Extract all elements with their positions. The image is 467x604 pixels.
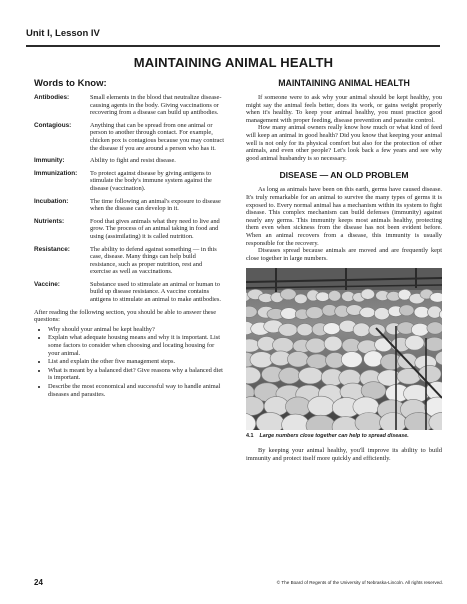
sheep-shape xyxy=(287,352,308,368)
sheep-shape xyxy=(324,336,342,351)
sheep-shape xyxy=(273,338,294,353)
unit-lesson-label: Unit I, Lesson IV xyxy=(26,28,100,39)
sheep-shape xyxy=(297,324,313,336)
caption-text: Large numbers close together can help to spread disease. xyxy=(259,433,409,440)
sheep-shape xyxy=(328,291,340,302)
sheep-shape xyxy=(418,366,441,383)
definition-row xyxy=(34,94,224,117)
definition-term: Immunity: xyxy=(34,157,65,165)
sheep-shape xyxy=(399,305,414,316)
definition-term: Immunization: xyxy=(34,169,78,177)
words-heading: Words to Know: xyxy=(34,78,107,89)
sheep-shape xyxy=(250,352,273,368)
definition-term: Incubation: xyxy=(34,197,69,205)
definitions-list xyxy=(34,94,224,304)
definition-text: To protect against disease by giving antigens to stimulate the body's immune system against the disease (vaccination). xyxy=(90,169,212,192)
article-paragraph: By keeping your animal healthy, you'll improve its ability to build immunity and protect itself more quickly and efficiently. xyxy=(246,447,442,462)
questions-intro: After reading the following section, you should be able to answer these questions: xyxy=(34,308,217,324)
sheep-shape xyxy=(411,324,428,337)
definition-text: Small elements in the blood that neutralize disease-causing agents in the body. Giving vaccinations or recovering from a disease can build up antibodies. xyxy=(90,94,222,117)
definition-term: Contagious: xyxy=(34,121,72,129)
sheep-shape xyxy=(364,351,383,367)
definition-row xyxy=(34,246,224,276)
sheep-shape xyxy=(355,413,383,431)
sheep-shape xyxy=(298,368,322,385)
definition-row xyxy=(34,198,224,213)
sheep-shape xyxy=(414,307,429,318)
sheep-shape xyxy=(279,368,300,384)
sheep-shape xyxy=(306,307,323,319)
sheep-shape xyxy=(294,294,307,304)
definition-text: Anything that can be spread from one animal or person to another through contact. For example, chicken pox is contagious because you may contract the disease if you are around a person who has it. xyxy=(90,121,224,152)
definition-text: Ability to fight and resist disease. xyxy=(90,157,176,165)
sheep-shape xyxy=(353,323,370,337)
sheep-shape xyxy=(380,413,407,431)
sheep-shape xyxy=(280,289,296,300)
sheep-shape xyxy=(308,396,335,416)
sheep-shape xyxy=(361,289,375,299)
sheep-shape xyxy=(374,308,389,320)
sheep-shape xyxy=(285,397,311,416)
right-column xyxy=(246,78,442,462)
definition-term: Vaccine: xyxy=(34,280,60,288)
definition-row xyxy=(34,170,224,193)
sheep-shape xyxy=(279,324,298,337)
question-item: • Why should your animal be kept healthy? xyxy=(48,326,224,334)
definition-text: Food that gives animals what they need to live and grow. The process of an animal taking in food and using (assimilating) it is called nutrition. xyxy=(90,217,220,240)
copyright-notice: © The Board of Regents of the University of Nebraska-Lincoln. All rights reserved. xyxy=(276,580,443,585)
sheep-shape xyxy=(323,323,340,335)
sheep-shape xyxy=(430,293,442,303)
question-item: • Describe the most economical and successful way to handle animal diseases and parasites. xyxy=(48,383,224,398)
definition-text: The time following an animal's exposure to disease when the disease can develop in it. xyxy=(90,197,221,213)
definition-text: Substance used to stimulate an animal or human to build up disease resistance. A vaccine contains antigens to stimulate an animal to make antibodies. xyxy=(90,280,221,304)
definition-row xyxy=(34,218,224,241)
sheep-shape xyxy=(427,322,442,334)
article-paragraph: Diseases spread because animals are moved and are frequently kept close together in large numbers. xyxy=(246,247,442,262)
caption-number: 4.1 xyxy=(246,433,254,440)
page-number: 24 xyxy=(34,578,43,587)
definition-term: Resistance: xyxy=(34,245,70,253)
definition-text: The ability to defend against something — in this case, disease. Many things can help build resistance, such as proper nutrition, rest and exercise as well as vaccinations. xyxy=(90,245,217,276)
definition-row xyxy=(34,157,224,165)
article-paragraph: If someone were to ask why your animal should be kept healthy, you might say the animal feels better, does its work, or gains weight properly when it's healthy. To keep your animal healthy, you must practice good management with proper feeding, disease prevention and parasite control. xyxy=(246,94,442,124)
article-paragraph: As long as animals have been on this earth, germs have caused disease. It's truly remarkable for an animal to survive the many types of germs it is exposed to. Every normal animal has a mechanism within its system to fight disease. This complex mechanism can build defenses (immunity) against nearly any germs. This immunity keeps most animals healthy, protecting them even when sickness from the disease has not been evident before. When an animal recovers from a disease, this immunity is usually responsible for the recovery. xyxy=(246,186,442,247)
sheep-shape xyxy=(375,338,393,352)
sheep-shape xyxy=(360,307,375,317)
sheep-shape xyxy=(281,308,298,320)
sheep-shape xyxy=(316,292,329,301)
sheep-shape xyxy=(405,336,424,351)
definition-row xyxy=(34,281,224,304)
question-item: • What is meant by a balanced diet? Give reasons why a balanced diet is important. xyxy=(48,367,224,382)
definition-term: Nutrients: xyxy=(34,217,65,225)
sheep-shape xyxy=(306,338,326,353)
page-title: MAINTAINING ANIMAL HEALTH xyxy=(133,55,334,70)
section-subheading: DISEASE — AN OLD PROBLEM xyxy=(279,170,409,181)
photo-caption xyxy=(246,433,442,439)
left-column xyxy=(34,78,224,399)
header-rule xyxy=(26,45,440,47)
questions-list xyxy=(34,326,224,398)
sheep-shape xyxy=(341,352,362,368)
sheep-shape xyxy=(307,354,328,369)
article-paragraph: How many animal owners really know how much or what kind of feed will keep an animal in good health? Did you know that keeping your animal well is not only for its physical comfort but also for the protection of other animals, and even other people? Let's look back a few years and see why good animal husbandry is so necessary. xyxy=(246,124,442,162)
article-heading: MAINTAINING ANIMAL HEALTH xyxy=(278,78,410,88)
sheep-flock-image xyxy=(246,268,442,430)
question-item: • List and explain the other five management steps. xyxy=(48,358,224,366)
definition-term: Antibodies: xyxy=(34,94,70,101)
definition-row xyxy=(34,122,224,152)
question-item: • Explain what adequate housing means and why it is important. List some factors to consider when choosing and locating housing for your animal. xyxy=(48,334,224,357)
sheep-flock-photo xyxy=(246,268,442,430)
